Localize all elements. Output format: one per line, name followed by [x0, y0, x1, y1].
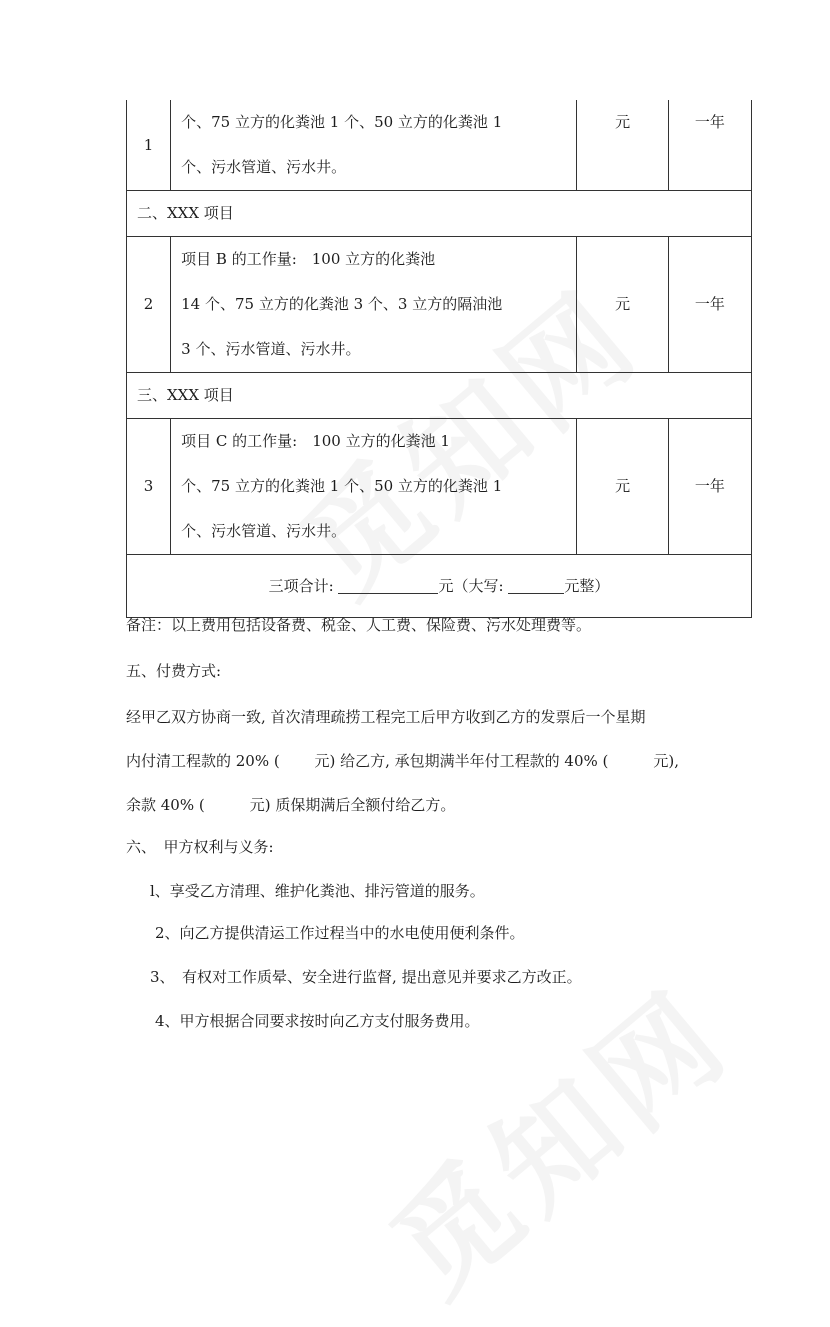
- fee-table: [126, 100, 752, 618]
- table-section-row: [127, 373, 752, 419]
- section-heading: 三、XXX 项目: [127, 373, 752, 419]
- total-middle: 元（大写:: [438, 576, 504, 595]
- list-item: 4、甲方根据合同要求按时向乙方支付服务费用。: [155, 1012, 480, 1030]
- payment-paragraph-line: 余款 40% ( 元) 质保期满后全额付给乙方。: [126, 796, 456, 814]
- payment-paragraph-line: 经甲乙双方协商一致, 首次清理疏捞工程完工后甲方收到乙方的发票后一个星期: [126, 708, 646, 726]
- row-unit: 元: [577, 237, 668, 373]
- total-row: [127, 555, 752, 618]
- row-term: 一年: [668, 100, 751, 191]
- total-suffix: 元整）: [564, 576, 610, 595]
- description-line: 个、污水管道、污水井。: [181, 522, 347, 540]
- row-term: 一年: [668, 237, 751, 373]
- description-line: 项目 B 的工作量: 100 立方的化粪池: [181, 250, 436, 268]
- row-unit: 元: [577, 419, 668, 555]
- total-prefix: 三项合计:: [268, 576, 334, 595]
- table-row: [127, 419, 752, 555]
- table-section-row: [127, 191, 752, 237]
- total-uppercase-blank: [508, 575, 564, 594]
- row-unit: 元: [577, 100, 668, 191]
- row-description: [171, 237, 577, 373]
- row-description: [171, 100, 577, 191]
- row-number: 3: [127, 419, 171, 555]
- description-line: 项目 C 的工作量: 100 立方的化粪池 1: [181, 432, 450, 450]
- description-line: 个、75 立方的化粪池 1 个、50 立方的化粪池 1: [181, 113, 503, 131]
- description-line: 3 个、污水管道、污水井。: [181, 340, 361, 358]
- table-row: [127, 237, 752, 373]
- watermark: [350, 945, 759, 1327]
- table-row: [127, 100, 752, 191]
- payment-paragraph-line: 内付清工程款的 20% ( 元) 给乙方, 承包期满半年付工程款的 40% ( 元),: [126, 752, 680, 770]
- list-item: l、享受乙方清理、维护化粪池、排污管道的服务。: [150, 882, 485, 900]
- description-line: 个、污水管道、污水井。: [181, 158, 347, 176]
- description-line: 个、75 立方的化粪池 1 个、50 立方的化粪池 1: [181, 477, 503, 495]
- total-amount-blank: [338, 575, 438, 594]
- total-cell: [127, 555, 752, 618]
- row-number: 2: [127, 237, 171, 373]
- list-item: 2、向乙方提供清运工作过程当中的水电使用便利条件。: [155, 924, 525, 942]
- section-title: 六、 甲方权利与义务:: [126, 838, 274, 856]
- description-line: 14 个、75 立方的化粪池 3 个、3 立方的隔油池: [181, 295, 503, 313]
- row-term: 一年: [668, 419, 751, 555]
- row-number: 1: [127, 100, 171, 191]
- section-title: 五、付费方式:: [126, 662, 222, 680]
- section-heading: 二、XXX 项目: [127, 191, 752, 237]
- list-item: 3、 有权对工作质晕、安全进行监督, 提出意见并要求乙方改正。: [150, 968, 582, 986]
- fee-note: 备注：以上费用包括设备费、税金、人工费、保险费、污水处理费等。: [126, 616, 592, 634]
- row-description: [171, 419, 577, 555]
